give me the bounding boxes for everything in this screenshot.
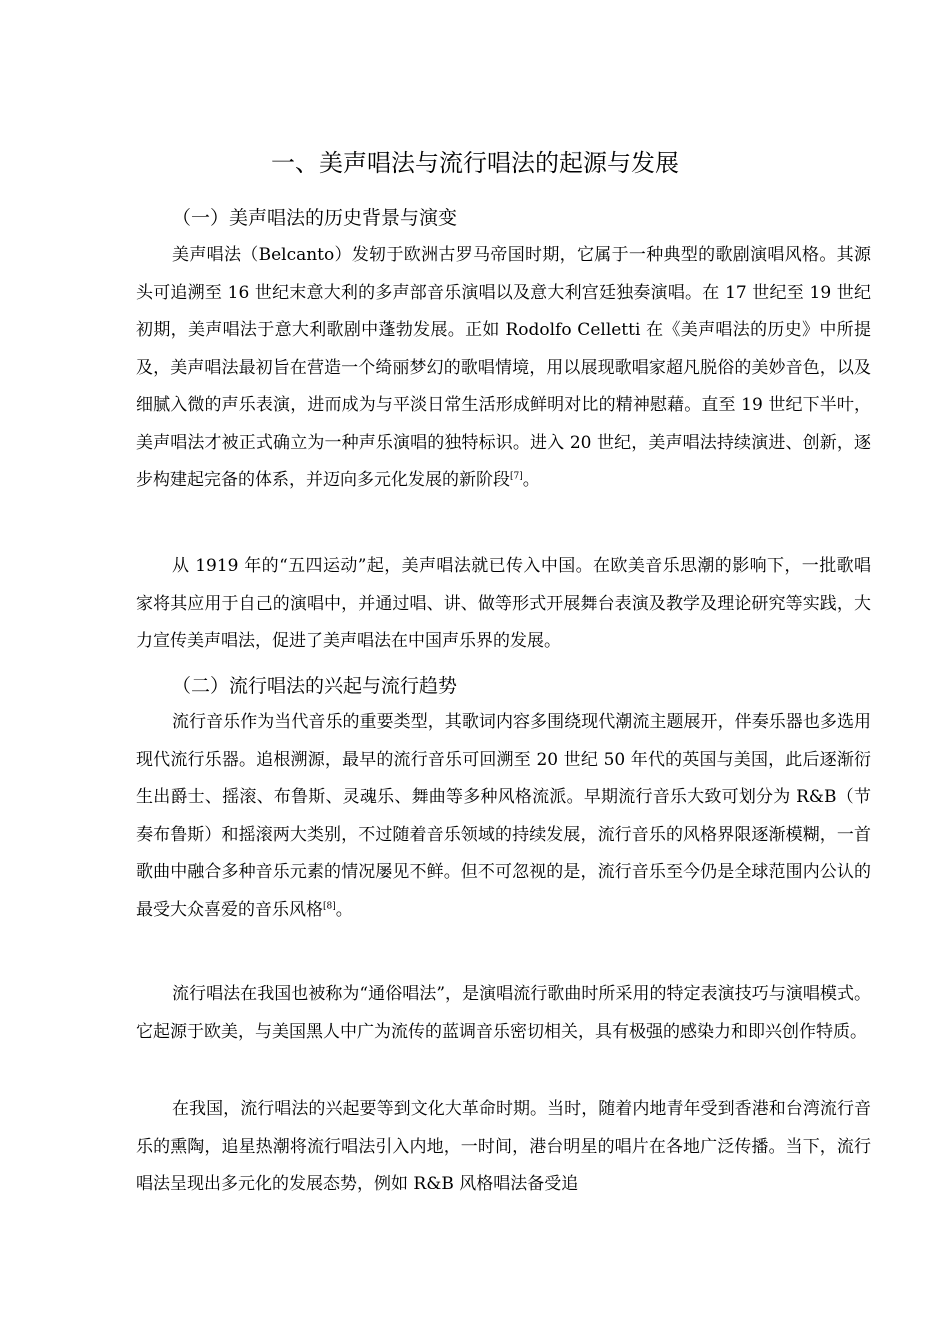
paragraph-end: 。 xyxy=(522,470,540,490)
section-heading-1: （一）美声唱法的历史背景与演变 xyxy=(172,207,458,229)
paragraph-end: 。 xyxy=(335,899,353,920)
paragraph-pop-singing-definition: 流行唱法在我国也被称为“通俗唱法”，是演唱流行歌曲时所采用的特定表演技巧与演唱模式。它起源于欧美，与美国黑人中广为流传的蓝调音乐密切相关，具有极强的感染力和即兴创作特质。 xyxy=(136,984,871,1042)
chapter-title: 一、美声唱法与流行唱法的起源与发展 xyxy=(271,149,679,177)
section-heading-2: （二）流行唱法的兴起与流行趋势 xyxy=(172,675,458,697)
paragraph-belcanto-history xyxy=(136,237,871,500)
citation-7: [7] xyxy=(510,471,523,482)
paragraph-pop-music xyxy=(136,704,871,929)
paragraph-text: 流行音乐作为当代音乐的重要类型，其歌词内容多围绕现代潮流主题展开，伴奏乐器也多选用现代流行乐器。追根溯源，最早的流行音乐可回溯至 20 世纪 50 年代的英国与美国，此后逐渐衍生出爵士、摇滚、布鲁斯、灵魂乐、舞曲等多种风格流派。早期流行音乐大致可划分为 R&B（节奏布鲁斯）和摇滚两大类别，不过随着音乐领域的持续发展，流行音乐的风格界限逐渐模糊，一首歌曲中融合多种音乐元素的情况屡见不鲜。但不可忽视的是，流行音乐至今仍是全球范围内公认的最受大众喜爱的音乐风格 xyxy=(136,712,871,920)
paragraph-pop-singing-china: 在我国，流行唱法的兴起要等到文化大革命时期。当时，随着内地青年受到香港和台湾流行音乐的熏陶，追星热潮将流行唱法引入内地，一时间，港台明星的唱片在各地广泛传播。当下，流行唱法呈现出多元化的发展态势，例如 R&B 风格唱法备受追 xyxy=(136,1099,871,1194)
paragraph-belcanto-china: 从 1919 年的“五四运动”起，美声唱法就已传入中国。在欧美音乐思潮的影响下，一批歌唱家将其应用于自己的演唱中，并通过唱、讲、做等形式开展舞台表演及教学及理论研究等实践，大力宣传美声唱法，促进了美声唱法在中国声乐界的发展。 xyxy=(136,556,871,651)
paragraph-text: 美声唱法（Belcanto）发轫于欧洲古罗马帝国时期，它属于一种典型的歌剧演唱风格。其源头可追溯至 16 世纪末意大利的多声部音乐演唱以及意大利宫廷独奏演唱。在 17 世纪至 19 世纪初期，美声唱法于意大利歌剧中蓬勃发展。正如 Rodolfo Celletti 在《美声唱法的历史》中所提及，美声唱法最初旨在营造一个绮丽梦幻的歌唱情境，用以展现歌唱家超凡脱俗的美妙音色，以及细腻入微的声乐表演，进而成为与平淡日常生活形成鲜明对比的精神慰藉。直至 19 世纪下半叶，美声唱法才被正式确立为一种声乐演唱的独特标识。进入 20 世纪，美声唱法持续演进、创新，逐步构建起完备的体系，并迈向多元化发展的新阶段 xyxy=(136,245,871,490)
citation-8: [8] xyxy=(323,900,336,911)
